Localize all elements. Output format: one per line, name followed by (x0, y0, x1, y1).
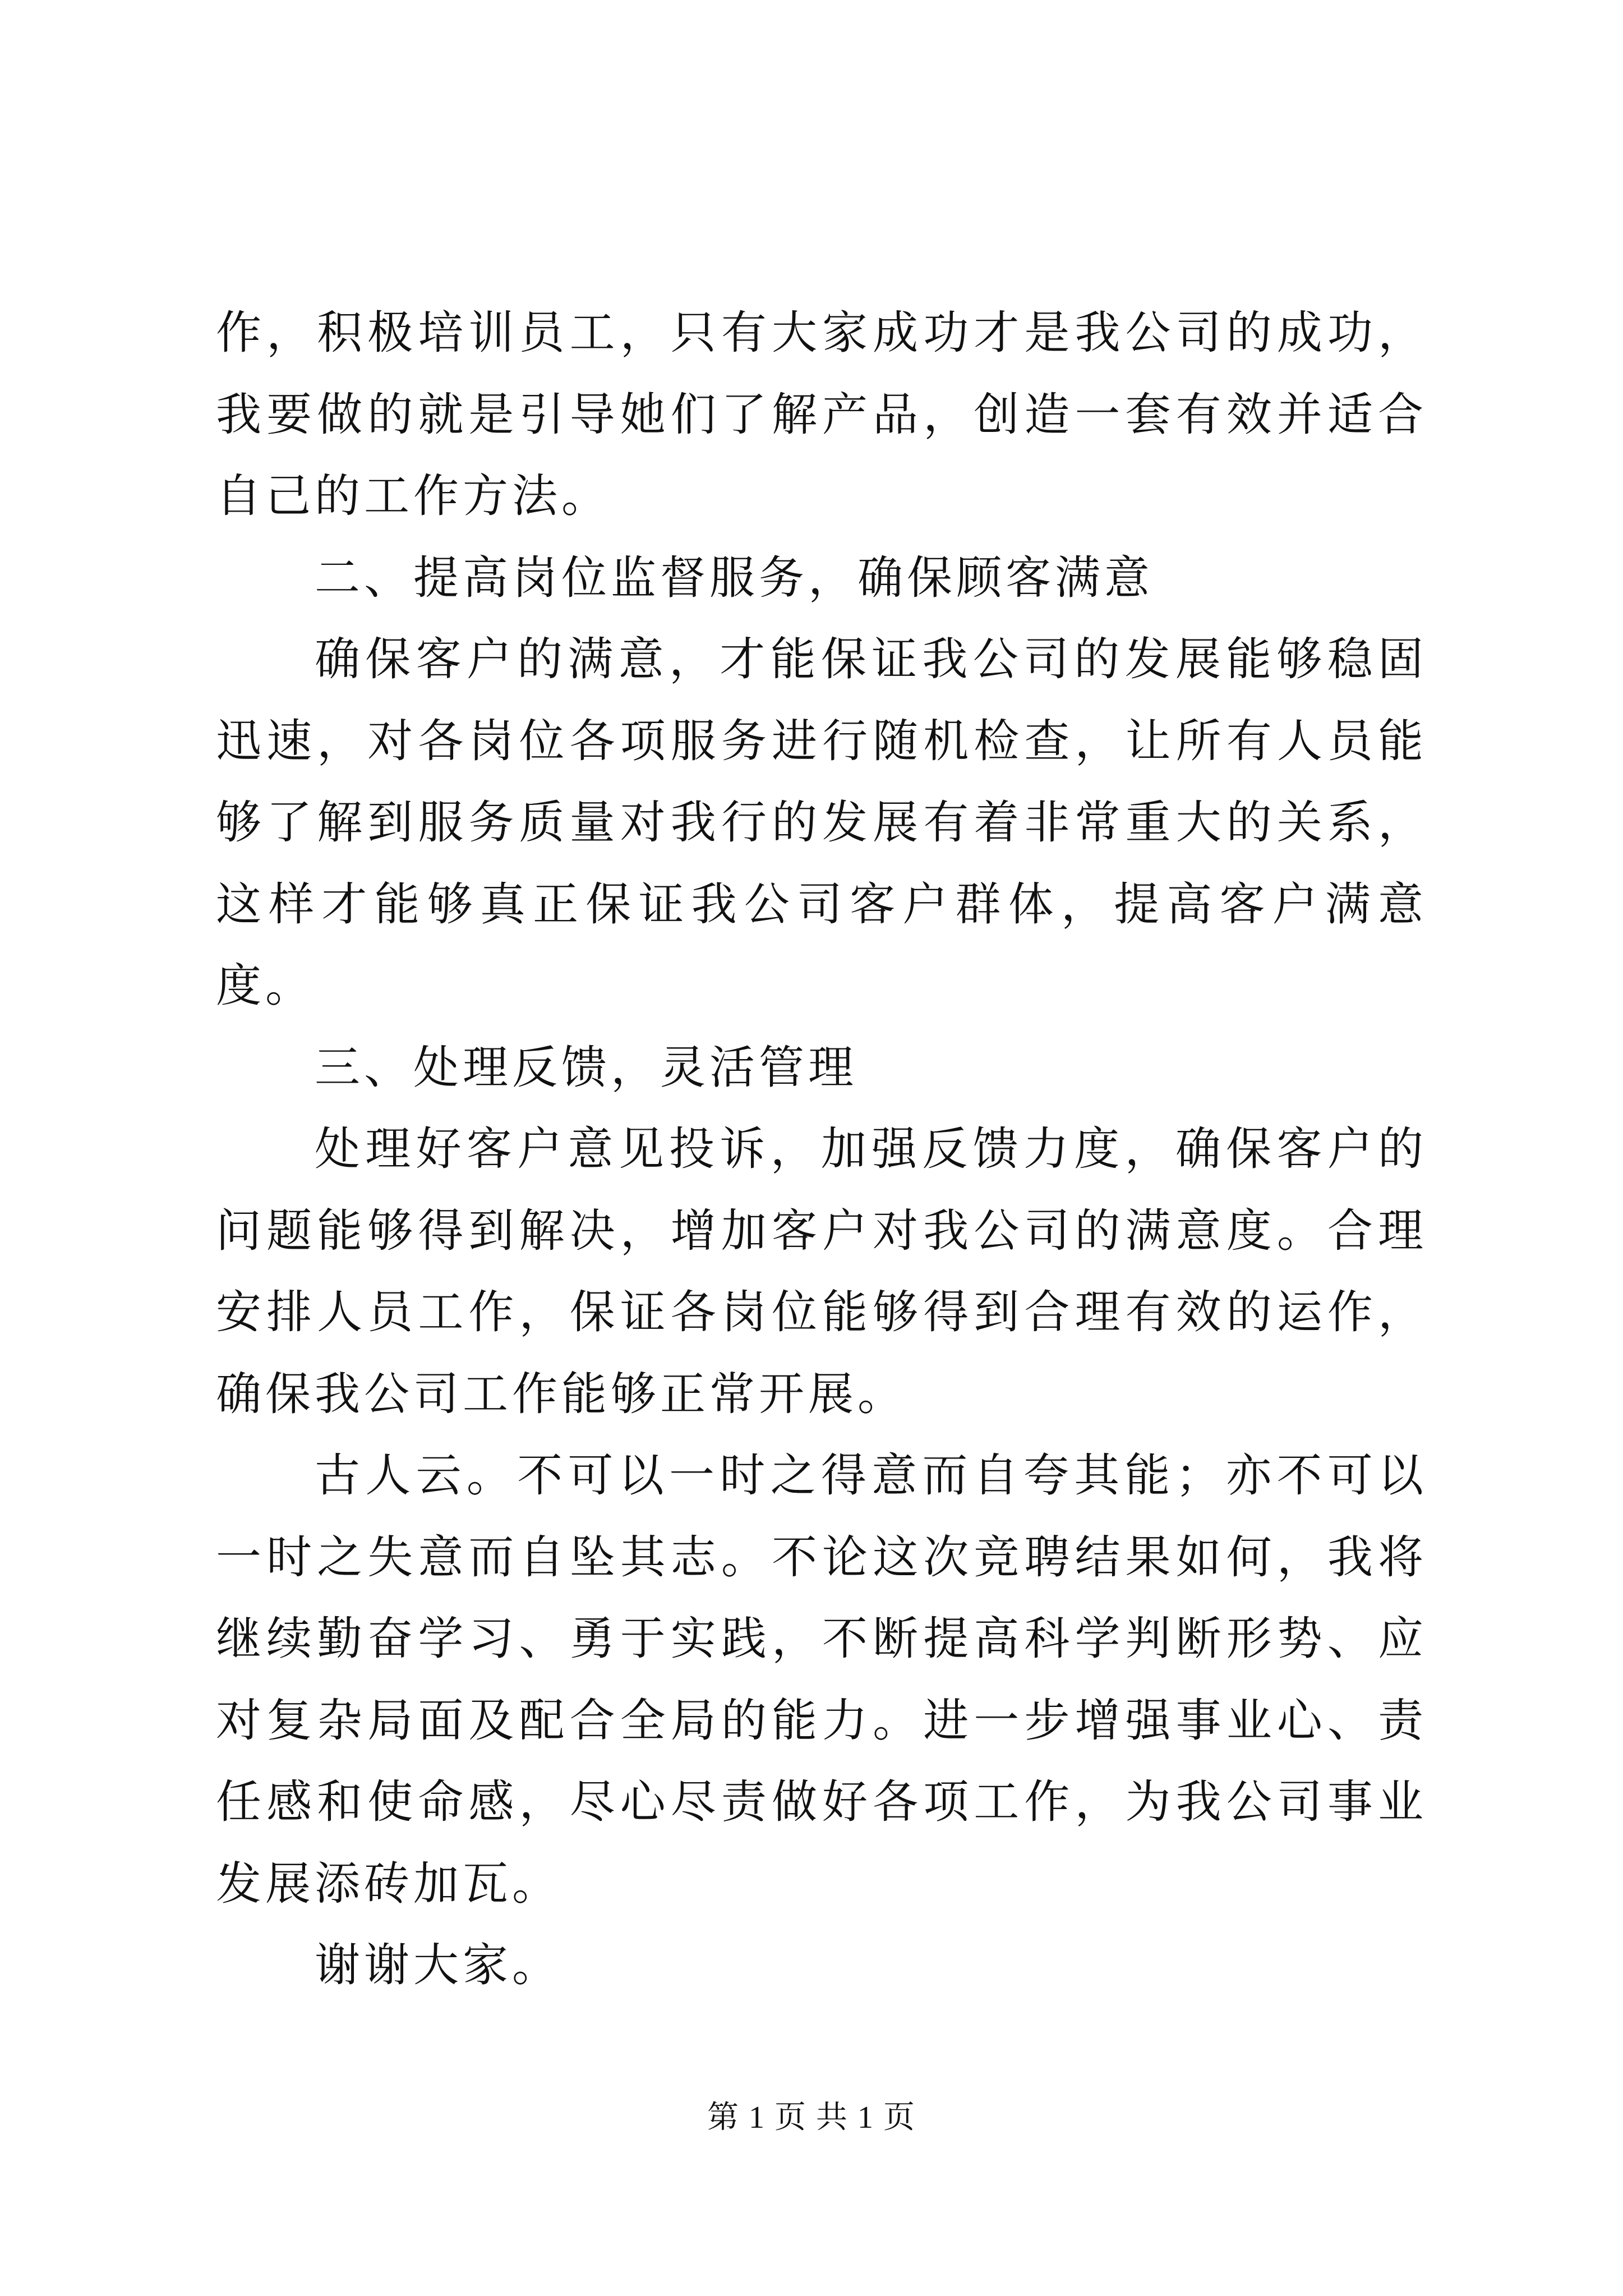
paragraph-continuation: 作，积极培训员工，只有大家成功才是我公司的成功，我要做的就是引导她们了解产品，创造一套有效并适合自己的工作方法。 (216, 307, 1427, 523)
document-body (216, 293, 1427, 2007)
paragraph-closing-resolution: 古人云。不可以一时之得意而自夸其能；亦不可以一时之失意而自坠其志。不论这次竞聘结果如何，我将继续勤奋学习、勇于实践，不断提高科学判断形势、应对复杂局面及配合全局的能力。进一步增强事业心、责任感和使命感，尽心尽责做好各项工作，为我公司事业发展添砖加瓦。 (216, 1450, 1427, 1911)
page-number-footer: 第 1 页 共 1 页 (707, 2100, 916, 2135)
paragraph-feedback-handling: 处理好客户意见投诉，加强反馈力度，确保客户的问题能够得到解决，增加客户对我公司的满意度。合理安排人员工作，保证各岗位能够得到合理有效的运作，确保我公司工作能够正常开展。 (216, 1123, 1427, 1421)
section-heading-3: 三、处理反馈，灵活管理 (315, 1041, 858, 1094)
paragraph-thanks: 谢谢大家。 (315, 1939, 562, 1992)
section-heading-2: 二、提高岗位监督服务，确保顾客满意 (315, 551, 1154, 605)
paragraph-customer-satisfaction: 确保客户的满意，才能保证我公司的发展能够稳固迅速，对各岗位各项服务进行随机检查，让所有人员能够了解到服务质量对我行的发展有着非常重大的关系，这样才能够真正保证我公司客户群体，提高客户满意度。 (216, 633, 1427, 1013)
